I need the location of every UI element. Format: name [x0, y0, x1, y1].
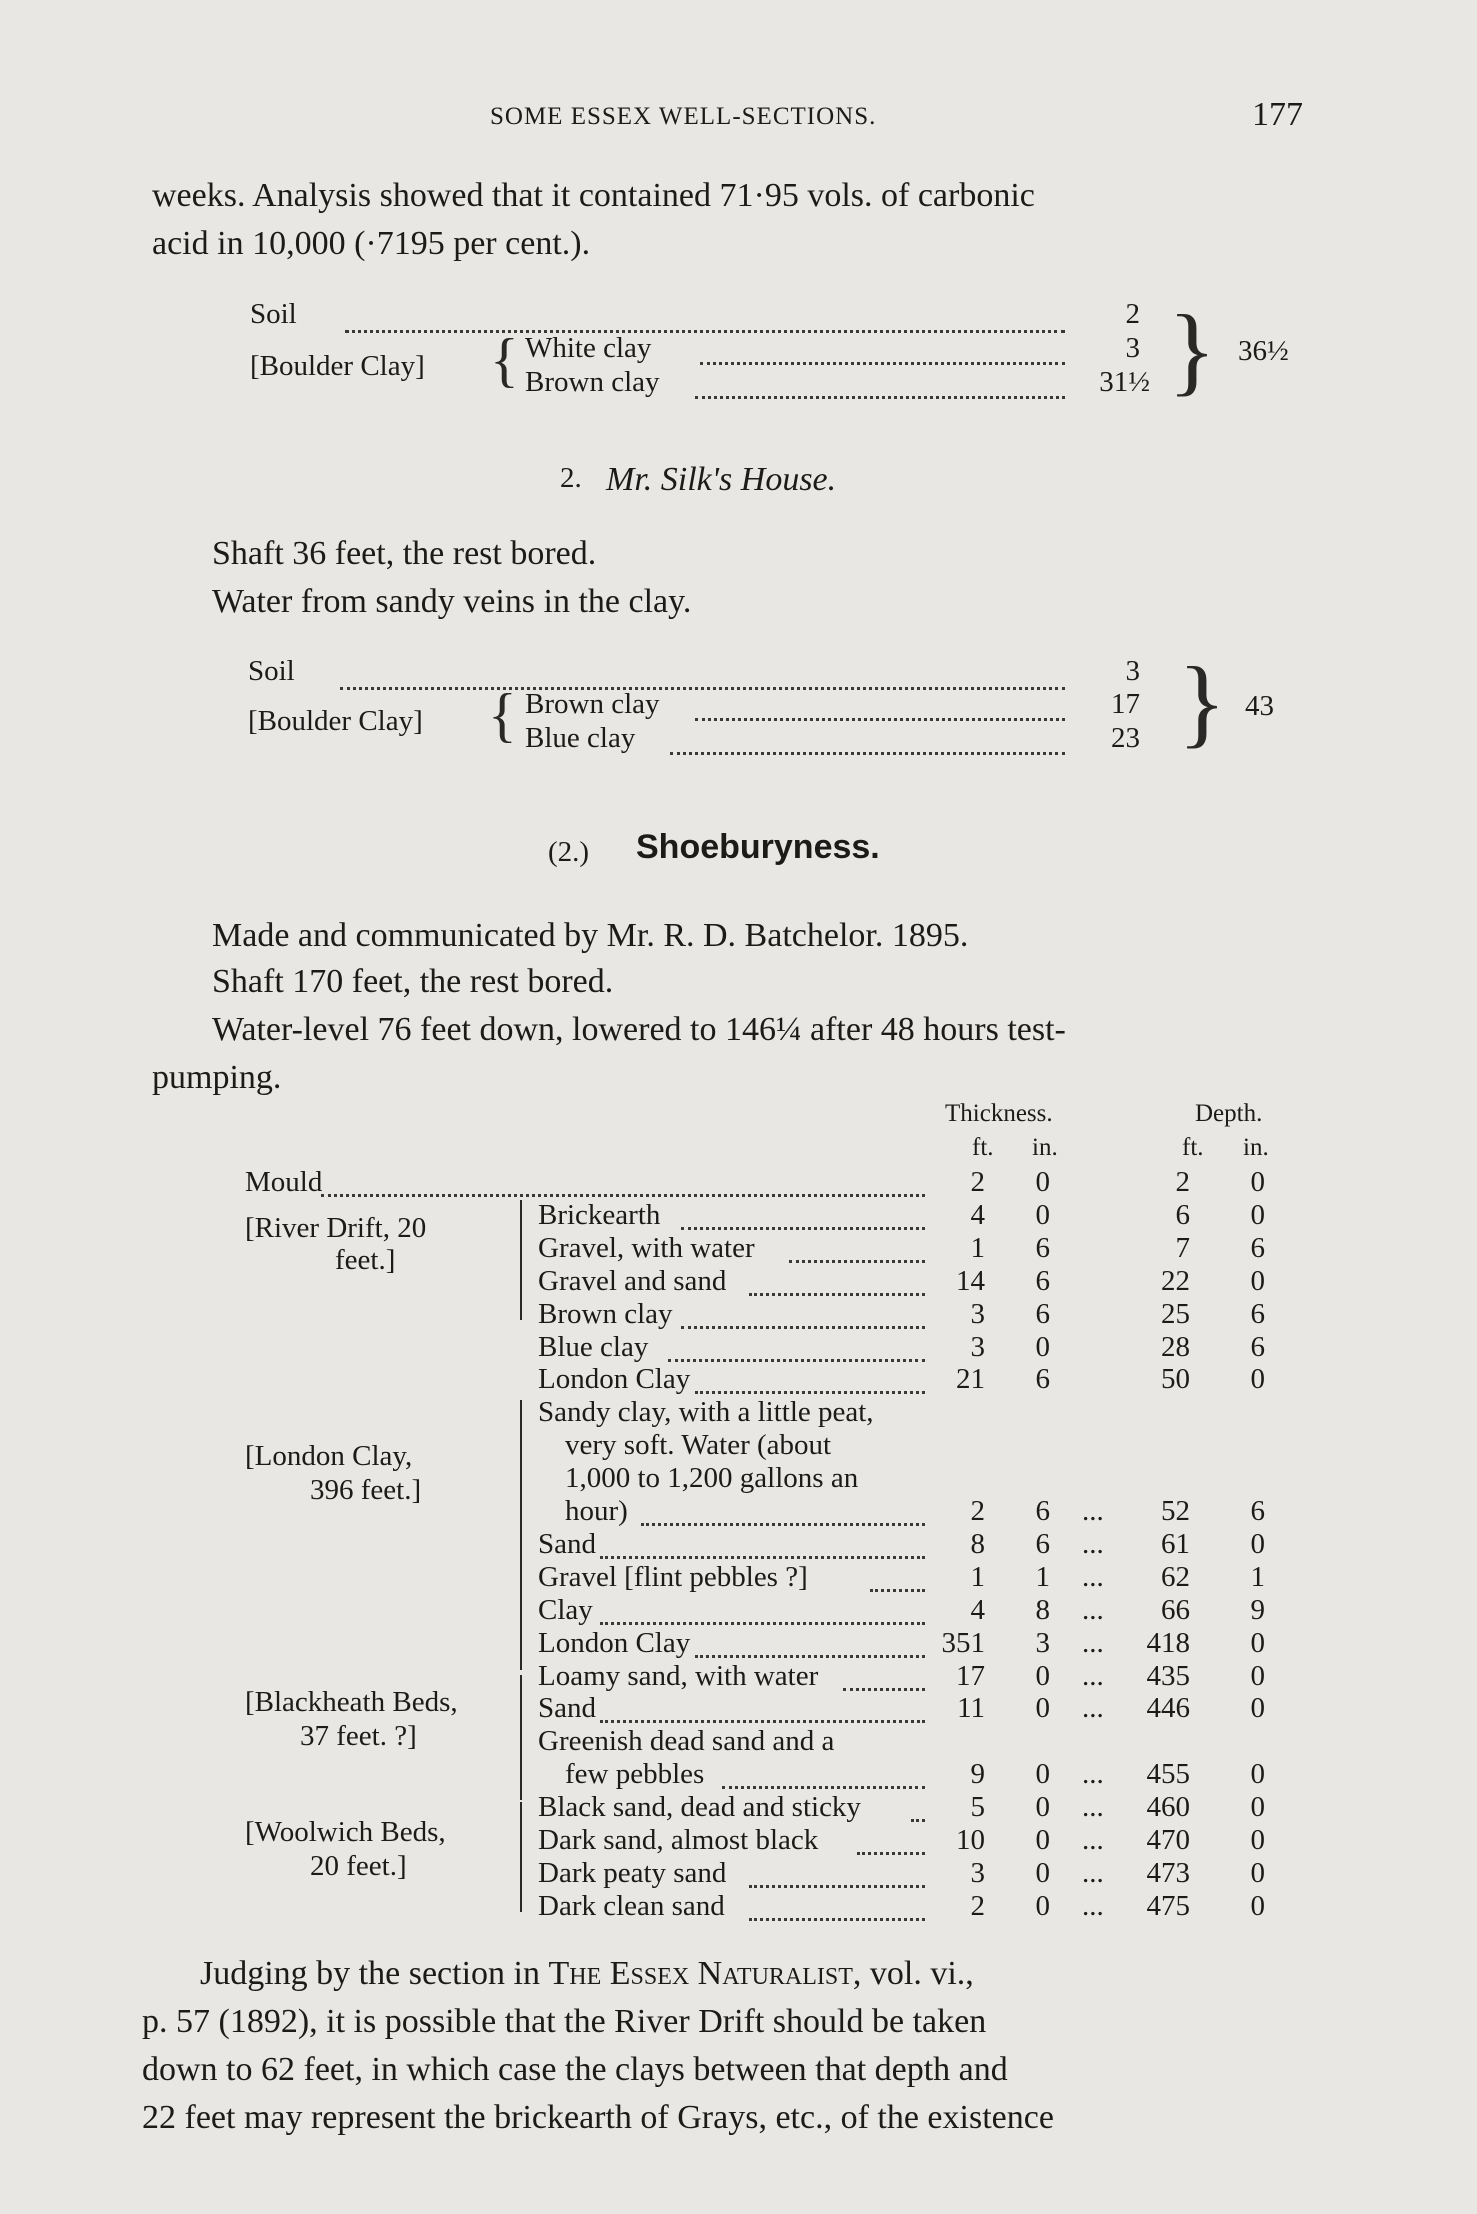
group-brace [520, 1675, 522, 1800]
total-depth: 36½ [1238, 335, 1289, 367]
thickness-in: 0 [1035, 1166, 1050, 1198]
in-header: in. [1032, 1134, 1058, 1161]
shoe-line-3: Water-level 76 feet down, lowered to 146¼ after 48 hours test- [212, 1011, 1066, 1048]
subsection-title: Mr. Silk's House. [606, 461, 837, 498]
row-thickness: 3 [1125, 332, 1140, 364]
row-label: Gravel, with water [538, 1232, 755, 1264]
leader-dots [600, 1720, 925, 1723]
running-title: SOME ESSEX WELL-SECTIONS. [490, 103, 877, 130]
row-label: Clay [538, 1594, 593, 1626]
in-header: in. [1243, 1134, 1269, 1161]
row-label: White clay [525, 332, 652, 364]
depth-ft: 7 [1175, 1232, 1190, 1264]
right-brace: } [1178, 646, 1226, 757]
depth-ft: 28 [1161, 1331, 1190, 1363]
group-label: 396 feet.] [310, 1474, 422, 1506]
row-label: Mould [245, 1166, 323, 1198]
closing-line-4: 22 feet may represent the brickearth of Grays, etc., of the existence [142, 2099, 1054, 2136]
thickness-in: 0 [1035, 1660, 1050, 1692]
house-line-2: Water from sandy veins in the clay. [212, 583, 692, 620]
leader-dots [749, 1885, 926, 1888]
thickness-ft: 10 [956, 1824, 985, 1856]
thickness-in: 0 [1035, 1791, 1050, 1823]
thickness-in: 6 [1035, 1265, 1050, 1297]
ellipsis: ... [1082, 1890, 1104, 1922]
depth-ft: 62 [1161, 1561, 1190, 1593]
row-label: Blue clay [525, 722, 636, 754]
row-label: Dark clean sand [538, 1890, 725, 1922]
thickness-in: 0 [1035, 1758, 1050, 1790]
depth-ft: 418 [1146, 1627, 1190, 1659]
ellipsis: ... [1082, 1594, 1104, 1626]
depth-in: 6 [1250, 1298, 1265, 1330]
group-label: [Blackheath Beds, [245, 1686, 458, 1718]
thickness-in: 0 [1035, 1692, 1050, 1724]
thickness-ft: 3 [970, 1331, 985, 1363]
thickness-ft: 14 [956, 1265, 985, 1297]
left-brace: { [490, 327, 519, 393]
thickness-header: Thickness. [945, 1100, 1053, 1127]
thickness-in: 6 [1035, 1363, 1050, 1395]
depth-ft: 455 [1146, 1758, 1190, 1790]
leader-dots [670, 752, 1065, 755]
shoe-line-1: Made and communicated by Mr. R. D. Batchelor. 1895. [212, 917, 969, 954]
group-label: 37 feet. ?] [300, 1720, 417, 1752]
total-depth: 43 [1245, 690, 1274, 722]
row-label: Black sand, dead and sticky [538, 1791, 861, 1823]
group-label: feet.] [335, 1244, 396, 1276]
thickness-ft: 21 [956, 1363, 985, 1395]
depth-in: 0 [1250, 1824, 1265, 1856]
depth-in: 9 [1250, 1594, 1265, 1626]
ellipsis: ... [1082, 1660, 1104, 1692]
leader-dots [695, 718, 1065, 721]
row-thickness: 31½ [1099, 366, 1150, 398]
depth-ft: 52 [1161, 1495, 1190, 1527]
thickness-ft: 3 [970, 1298, 985, 1330]
depth-in: 0 [1250, 1758, 1265, 1790]
row-thickness: 17 [1111, 688, 1140, 720]
depth-ft: 25 [1161, 1298, 1190, 1330]
group-label: [River Drift, 20 [245, 1212, 427, 1244]
leader-dots [749, 1293, 926, 1296]
house-line-1: Shaft 36 feet, the rest bored. [212, 535, 597, 572]
depth-in: 0 [1250, 1199, 1265, 1231]
thickness-ft: 3 [970, 1857, 985, 1889]
leader-dots [600, 1622, 925, 1625]
row-label: Brown clay [525, 366, 660, 398]
depth-in: 0 [1250, 1627, 1265, 1659]
journal-title: The Essex Naturalist [548, 1955, 853, 1992]
leader-dots [695, 396, 1065, 399]
closing-text: Judging by the section in [200, 1955, 549, 1992]
section-title: Shoeburyness. [636, 828, 880, 866]
thickness-in: 0 [1035, 1857, 1050, 1889]
depth-in: 0 [1250, 1857, 1265, 1889]
intro-line-1: weeks. Analysis showed that it contained 71·95 vols. of carbonic [152, 177, 1035, 214]
ellipsis: ... [1082, 1528, 1104, 1560]
ellipsis: ... [1082, 1791, 1104, 1823]
right-brace: } [1168, 294, 1216, 405]
intro-line-2: acid in 10,000 (·7195 per cent.). [152, 225, 591, 262]
depth-ft: 470 [1146, 1824, 1190, 1856]
depth-ft: 6 [1175, 1199, 1190, 1231]
closing-line-3: down to 62 feet, in which case the clays between that depth and [142, 2051, 1008, 2088]
ellipsis: ... [1082, 1561, 1104, 1593]
leader-dots [668, 1359, 926, 1362]
thickness-ft: 2 [970, 1495, 985, 1527]
row-label: Soil [250, 298, 297, 330]
thickness-ft: 1 [970, 1561, 985, 1593]
group-brace [520, 1400, 522, 1670]
depth-ft: 473 [1146, 1857, 1190, 1889]
thickness-ft: 351 [941, 1627, 985, 1659]
leader-dots [695, 1391, 926, 1394]
row-label: Greenish dead sand and a [538, 1725, 835, 1757]
row-thickness: 3 [1125, 655, 1140, 687]
group-brace [520, 1802, 522, 1912]
leader-dots [722, 1786, 926, 1789]
group-label: [London Clay, [245, 1440, 413, 1472]
ellipsis: ... [1082, 1627, 1104, 1659]
page-number: 177 [1252, 96, 1303, 133]
depth-in: 0 [1250, 1528, 1265, 1560]
section-number: (2.) [548, 836, 590, 868]
row-thickness: 23 [1111, 722, 1140, 754]
depth-in: 0 [1250, 1363, 1265, 1395]
shoe-line-4: pumping. [152, 1059, 282, 1096]
depth-in: 6 [1250, 1331, 1265, 1363]
row-label: Dark sand, almost black [538, 1824, 819, 1856]
thickness-in: 1 [1035, 1561, 1050, 1593]
thickness-in: 6 [1035, 1232, 1050, 1264]
thickness-ft: 8 [970, 1528, 985, 1560]
leader-dots [843, 1688, 925, 1691]
depth-ft: 475 [1146, 1890, 1190, 1922]
closing-text: , vol. vi., [852, 1955, 974, 1992]
thickness-ft: 4 [970, 1199, 985, 1231]
thickness-in: 6 [1035, 1528, 1050, 1560]
ellipsis: ... [1082, 1758, 1104, 1790]
row-label: few pebbles [565, 1758, 705, 1790]
depth-in: 0 [1250, 1692, 1265, 1724]
subsection-number: 2. [560, 462, 582, 494]
depth-ft: 22 [1161, 1265, 1190, 1297]
group-label: [Boulder Clay] [250, 350, 425, 382]
row-label: Blue clay [538, 1331, 649, 1363]
thickness-in: 0 [1035, 1199, 1050, 1231]
thickness-in: 0 [1035, 1890, 1050, 1922]
row-label: Loamy sand, with water [538, 1660, 819, 1692]
thickness-ft: 1 [970, 1232, 985, 1264]
depth-ft: 435 [1146, 1660, 1190, 1692]
thickness-in: 6 [1035, 1495, 1050, 1527]
depth-in: 0 [1250, 1166, 1265, 1198]
row-label: Brickearth [538, 1199, 661, 1231]
depth-ft: 61 [1161, 1528, 1190, 1560]
row-label: Gravel and sand [538, 1265, 727, 1297]
row-label: 1,000 to 1,200 gallons an [565, 1462, 859, 1494]
depth-ft: 2 [1175, 1166, 1190, 1198]
row-label: Brown clay [525, 688, 660, 720]
leader-dots [321, 1194, 926, 1197]
leader-dots [681, 1326, 925, 1329]
thickness-in: 8 [1035, 1594, 1050, 1626]
row-label: Sand [538, 1692, 596, 1724]
depth-in: 6 [1250, 1232, 1265, 1264]
depth-ft: 50 [1161, 1363, 1190, 1395]
thickness-in: 0 [1035, 1824, 1050, 1856]
leader-dots [700, 362, 1065, 365]
ellipsis: ... [1082, 1824, 1104, 1856]
row-label: London Clay [538, 1363, 691, 1395]
row-label: Brown clay [538, 1298, 673, 1330]
closing-line-1 [200, 1950, 974, 1998]
depth-in: 1 [1250, 1561, 1265, 1593]
closing-line-2: p. 57 (1892), it is possible that the River Drift should be taken [142, 2003, 987, 2040]
thickness-ft: 2 [970, 1890, 985, 1922]
leader-dots [345, 330, 1065, 333]
row-label: Dark peaty sand [538, 1857, 727, 1889]
leader-dots [681, 1227, 925, 1230]
leader-dots [641, 1523, 926, 1526]
row-label: Sandy clay, with a little peat, [538, 1396, 874, 1428]
depth-in: 0 [1250, 1791, 1265, 1823]
depth-header: Depth. [1195, 1100, 1263, 1127]
leader-dots [340, 687, 1065, 690]
ellipsis: ... [1082, 1857, 1104, 1889]
thickness-ft: 4 [970, 1594, 985, 1626]
row-label: Sand [538, 1528, 596, 1560]
leader-dots [695, 1655, 926, 1658]
depth-in: 6 [1250, 1495, 1265, 1527]
group-label: 20 feet.] [310, 1850, 407, 1882]
row-label: hour) [565, 1495, 628, 1527]
depth-ft: 66 [1161, 1594, 1190, 1626]
group-label: [Boulder Clay] [248, 705, 423, 737]
depth-ft: 460 [1146, 1791, 1190, 1823]
row-label: London Clay [538, 1627, 691, 1659]
group-label: [Woolwich Beds, [245, 1816, 446, 1848]
thickness-in: 3 [1035, 1627, 1050, 1659]
shoe-line-2: Shaft 170 feet, the rest bored. [212, 963, 614, 1000]
row-label: Gravel [flint pebbles ?] [538, 1561, 808, 1593]
leader-dots [600, 1556, 925, 1559]
thickness-ft: 2 [970, 1166, 985, 1198]
row-thickness: 2 [1125, 298, 1140, 330]
depth-ft: 446 [1146, 1692, 1190, 1724]
group-brace [520, 1200, 522, 1320]
left-brace: { [488, 682, 517, 748]
thickness-in: 6 [1035, 1298, 1050, 1330]
thickness-ft: 11 [957, 1692, 985, 1724]
ft-header: ft. [1182, 1134, 1204, 1161]
depth-in: 0 [1250, 1890, 1265, 1922]
row-label: very soft. Water (about [565, 1429, 832, 1461]
thickness-in: 0 [1035, 1331, 1050, 1363]
thickness-ft: 5 [970, 1791, 985, 1823]
thickness-ft: 9 [970, 1758, 985, 1790]
row-label: Soil [248, 655, 295, 687]
leader-dots [749, 1918, 926, 1921]
thickness-ft: 17 [956, 1660, 985, 1692]
ellipsis: ... [1082, 1692, 1104, 1724]
ellipsis: ... [1082, 1495, 1104, 1527]
depth-in: 0 [1250, 1265, 1265, 1297]
leader-dots [789, 1260, 925, 1263]
ft-header: ft. [972, 1134, 994, 1161]
depth-in: 0 [1250, 1660, 1265, 1692]
